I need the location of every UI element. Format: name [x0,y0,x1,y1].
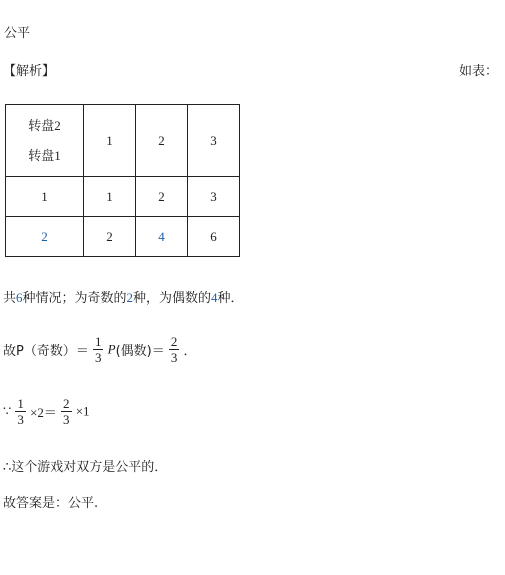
even-cases-number: 4 [211,290,218,305]
times-two-equals: ×2＝ [30,405,57,420]
probability-equation [3,334,197,365]
turntable-product-table [5,104,240,257]
fraction-two-thirds: $\frac{2}{3}$ [63,396,70,427]
final-answer: 故答案是：公平. [3,496,99,511]
p-symbol: P [107,341,116,357]
fraction-two-thirds: $\frac{2}{3}$ [170,334,178,365]
cases-text-4: 种． [217,291,244,306]
col-header: 1 [84,105,136,177]
prob-odd-prefix: 故P（奇数）＝ [3,344,89,359]
as-table-text: 如表： [459,64,499,79]
odd-cases-number: 2 [126,290,134,305]
conclusion-sentence: ∴这个游戏对双方是公平的． [3,460,168,475]
cases-sentence [3,287,244,306]
table-cell: 1 [84,177,136,217]
cases-text-2: 种情况；为奇数的 [22,291,127,306]
answer-top: 公平 [4,26,31,41]
times-one: ×1 [75,403,90,419]
col-header: 3 [188,105,240,177]
table-cell: 4 [136,217,188,257]
total-cases-number: 6 [16,290,23,305]
row-header: 2 [6,217,84,257]
table-cell: 2 [84,217,136,257]
table-cell: 2 [136,177,188,217]
cases-text-3: 种，为偶数的 [133,291,212,306]
table-cell: 6 [188,217,240,257]
analysis-label: 【解析】 [3,64,56,79]
fraction-one-third: $\frac{1}{3}$ [94,334,102,365]
because-symbol: ∵ [3,403,12,419]
comparison-equation [3,396,90,427]
corner-top-label: 转盘2 [28,117,61,133]
corner-bottom-label: 转盘1 [28,147,61,163]
prob-even-label: (偶数)＝ [115,344,165,359]
cases-text-1: 共 [3,291,17,306]
table-cell: 3 [188,177,240,217]
table-corner-cell [6,105,84,177]
fraction-one-third: $\frac{1}{3}$ [17,396,24,427]
row-header: 1 [6,177,84,217]
prob-suffix: ． [183,344,197,359]
col-header: 2 [136,105,188,177]
